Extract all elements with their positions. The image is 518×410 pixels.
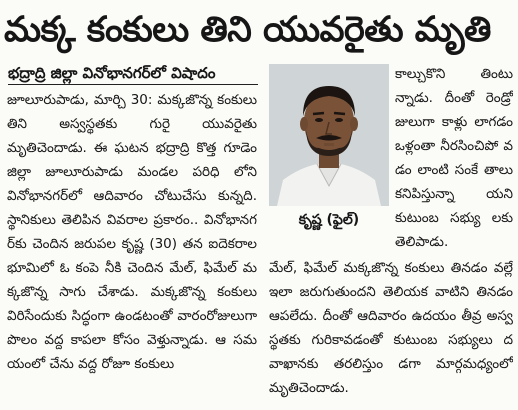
subheadline: భద్రాద్రి జిల్లా వినోభానగర్‌లో విషాదం xyxy=(8,62,258,85)
body-text-right-column-bottom: మేల్‌, ఫిమేల్‌ మక్కజొన్న కంకులు తినడం వల్లే ఇలా జరుగుతుందని తెలియక వాటిని తినడం ఆపలేదు. దీంతో ఆదివారం ఉదయం తీవ్ర అస్వస్థతకు గురికావడంతో కుటుంబ సభ్యులు దవాఖానకు తరలిస్తుం డగా మార్గమధ్యంలో మృతిచెందాడు. xyxy=(269,260,513,396)
headline: మక్క కంకులు తిని యువరైతు మృతి xyxy=(4,10,491,50)
body-text-left-column: జూలూరుపాడు, మార్చి 30: మక్కజొన్న కంకులు తిని అస్వస్థతకు గురై యువరైతు మృతిచెందాడు. ఈ ఘటన భద్రాద్రి కొత్త గూడెం జిల్లా జూలూరుపాడు మండల పరిధి లోని వినోభానగర్‌లో ఆదివారం చోటుచేసు కున్నది. స్థానికులు తెలిపిన వివరాల ప్రకారం.. వినోభానగర్‌కు చెందిన జరుపల కృష్ణ (30) తన ఐదెకరాల భూమిలో ఓ కంపె నీకి చెందిన మేల్‌, ఫిమేల్‌ మక్కజొన్న సాగు చేశాడు. మక్కజొన్న కంకులు విరిసేందుకు సిద్ధంగా ఉండటంతో వారంరోజులుగా పొలం వద్ద కాపలా కోసం వెళ్తున్నాడు. ఆ సమయంలో చేను వద్ద రోజూ కంకులు xyxy=(7,92,257,372)
photo-caption: కృష్ణ (ఫైల్‌) xyxy=(298,212,360,228)
portrait-photo xyxy=(269,64,389,206)
body-text-right-column-top: కాల్చుకొని తింటు న్నాడు. దీంతో రెండ్రో జులుగా కాళ్లు లాగడం ఒళ్లంతా నీరసించిపో వడం లాంటి సంకే తాలు కనిపిస్తున్నా యని కుటుంబ సభ్యు లకు తెలిపాడు. xyxy=(395,66,513,250)
man-portrait-image xyxy=(269,64,389,206)
